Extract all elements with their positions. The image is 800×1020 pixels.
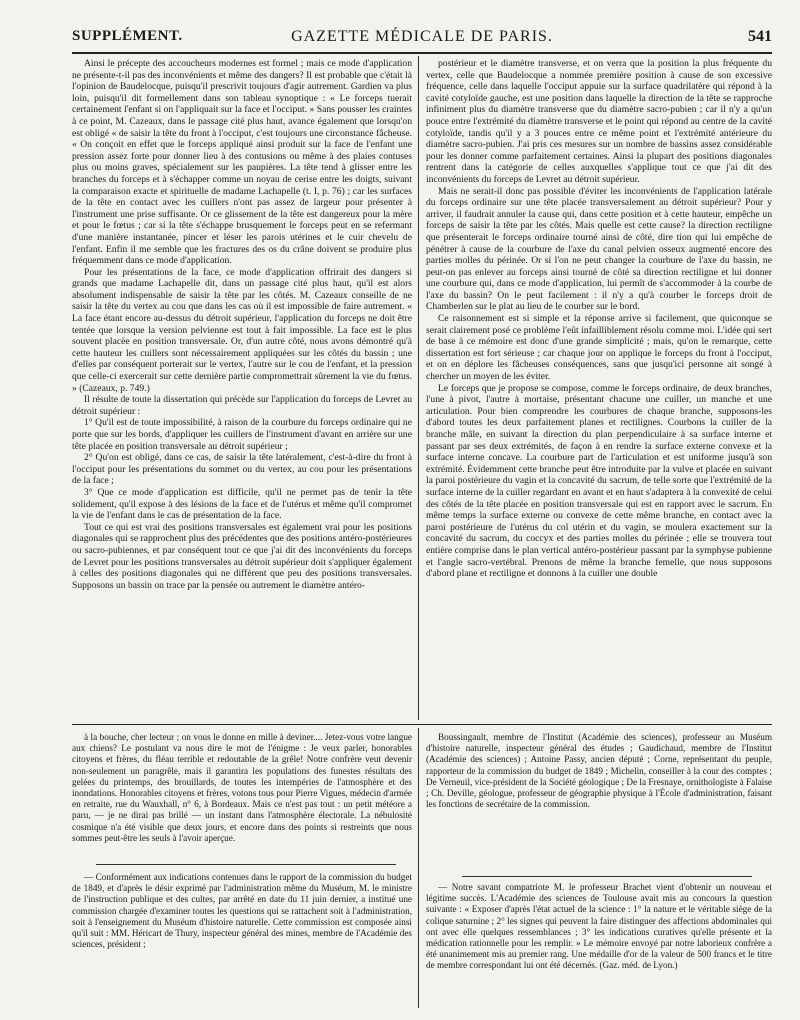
feuilleton-text-left [72, 732, 412, 858]
column-divider [418, 56, 419, 720]
article-paragraph: 2° Qu'on est obligé, dans ce cas, de saisir la tête latéralement, c'est-à-dire du front à l'occiput pour les présentations du sommet ou du vertex, au cou pour les présentations de la face ; [72, 452, 412, 487]
members-paragraph: Boussingault, membre de l'Institut (Académie des sciences), professeur au Muséum d'histoire naturelle, inspecteur général des études ; Gaudichaud, membre de l'Institut (Académie des sciences) ; Antoine Passy, ancien député ; Corne, représentant du peuple, rapporteur de la commission du budget de 1849 ; Michelin, conseiller à la cour des comptes ; De Verneuil, vice-président de la Société géologique ; De la Fresnaye, ornithologiste à Falaise ; Ch. Deville, géologue, professeur de géographie physique à l'École d'administration, faisant les fonctions de secrétaire de la commission. [426, 732, 772, 810]
news-paragraph: — Conformément aux indications contenues dans le rapport de la commission du budget de 1849, et d'après le désir exprimé par l'administration même du Muséum, M. le ministre de l'instruction publique et des cultes, par arrêté en date du 11 juin dernier, a institué une commission chargée d'examiner toutes les questions qui se rattachent soit à l'administration, soit à l'enseignement du Muséum d'histoire naturelle. Cette commission est composée ainsi qu'il suit : MM. Héricart de Thury, inspecteur général des mines, membre de l'Académie des sciences, président ; [72, 872, 412, 950]
page-header [72, 28, 772, 50]
news-item-commission [72, 872, 412, 1012]
article-paragraph: Pour les présentations de la face, ce mode d'application offrirait des dangers si grands que madame Lachapelle dit, dans un passage cité plus haut, qu'il est alors absolument indispensable de saisir la tête par les côtés. M. Cazeaux conseille de ne saisir la tête du vertex au cou que dans les cas où il est impossible de faire autrement. « La face étant encore au-dessus du détroit supérieur, l'application du forceps ne doit être tentée que lorsque la version pelvienne est tout à fait impossible. La face est le plus souvent placée en position transversale. Or, d'un autre côté, nous avons démontré qu'à cette hauteur les cuillers sont nécessairement appliquées sur les côtés du bassin ; une d'elles par conséquent porterait sur le vertex, l'autre sur le cou de l'enfant, et la pression que celle-ci exercerait sur cette dernière partie compromettrait sûrement la vie du fœtus. » (Cazeaux, p. 749.) [72, 266, 412, 394]
header-supplement: SUPPLÉMENT. [72, 28, 183, 44]
header-title: GAZETTE MÉDICALE DE PARIS. [291, 28, 553, 45]
news-rule [96, 864, 396, 865]
article-paragraph: 1° Qu'il est de toute impossibilité, à raison de la courbure du forceps ordinaire qui ne porte que sur les bords, d'appliquer les cuillers de l'instrument d'avant en arrière sur une tête placée en position transversale au détroit supérieur ; [72, 417, 412, 452]
article-column-left [72, 58, 412, 718]
article-paragraph: postérieur et le diamètre transverse, et on verra que la position la plus fréquente du vertex, celle que Baudelocque a nommée première position à cause de son excessive fréquence, celle dans laquelle l'occiput appuie sur la surface quadrilatère qui répond à la cavité cotyloïde gauche, est une position dans laquelle la direction de la tête se rapproche infiniment plus du diamètre transverse que du diamètre sacro-pubien ; car il n'y a qu'un pouce entre l'extrémité du diamètre transverse et le point qui répond au centre de la cavité cotyloïde, tandis qu'il y a 3 pouces entre ce même point et l'extrémité antérieure du diamètre sacro-pubien. J'ai pris ces mesures sur un nombre de bassins assez considérable pour les donner comme parfaitement certaines. Ainsi la plupart des positions diagonales rentrent dans la catégorie de celles auxquelles s'applique tout ce que j'ai dit des inconvénients du forceps de Levret au détroit supérieur. [426, 58, 772, 185]
article-paragraph: Il résulte de toute la dissertation qui précède sur l'application du forceps de Levret au détroit supérieur : [72, 394, 412, 417]
feuilleton-divider [418, 728, 419, 1008]
article-paragraph: Tout ce qui est vrai des positions transversales est également vrai pour les positions diagonales qui se rapprochent plus des précédentes que des positions antéro-postérieures ou sacro-pubiennes, et par conséquent tout ce que j'ai dit des inconvénients du forceps de Levret pour les positions transversales au détroit supérieur doit s'appliquer également à celles des positions diagonales qui ne diffèrent que peu des positions transversales. Supposons un bassin on trace par la pensée ou autrement le diamètre antéro- [72, 521, 412, 591]
commission-members [426, 732, 772, 872]
header-rule [72, 52, 772, 54]
feuilleton-paragraph: à la bouche, cher lecteur ; on vous le donne en mille à deviner.... Jetez-vous votre langue aux chiens? Le postulant va nous dire le mot de l'énigme : Je veux parler, honorables citoyens et frères, du fléau terrible et redoutable de la grêle! Notre confrère veut devenir non-seulement un paragrêle, mais il garantira les populations des funestes résultats des gelées du printemps, des brouillards, de toutes les intempéries de l'atmosphère et des inondations. Honorables citoyens et frères, votons tous pour Pierre Vigues, médecin d'armée en retraite, rue du Wauxhall, n° 6, à Bordeaux. Mais ce n'est pas tout : un petit météore a paru, — je ne dirai pas brillé — un instant dans l'atmosphère électorale. La nébulosité cosmique n'a été visible que deux jours, et encore dans des points si restreints que nous sommes peut-être les seuls à l'avoir aperçue. [72, 732, 412, 843]
news-rule-right [462, 876, 752, 877]
article-paragraph: Ce raisonnement est si simple et la réponse arrive si facilement, que quiconque se serait clairement posé ce problème l'eût infailliblement résolu comme moi. L'idée qui sert de base à ce mémoire est donc d'une grande simplicité ; mais, qu'on le remarque, cette dissertation est fort sérieuse ; car chaque jour on applique le forceps du front à l'occiput, et on en déplore les fâcheuses conséquences, sans que jusqu'ici personne ait songé à chercher un moyen de les éviter. [426, 313, 772, 383]
article-paragraph: Ainsi le précepte des accoucheurs modernes est formel ; mais ce mode d'application ne présente-t-il pas des inconvénients et même des dangers? Il est probable que c'était là l'opinion de Baudelocque, puisqu'il prescrivit toujours d'agir autrement. Gardien va plus loin, puisqu'il dit formellement dans son tableau synoptique : « Le forceps tuerait certainement l'enfant si on l'appliquait sur la face et l'occiput. » Sans pousser les craintes à ce point, M. Cazeaux, dans le passage cité plus haut, avance également que lorsqu'on est obligé « de saisir la tête du front à l'occiput, c'est toujours une circonstance fâcheuse. « On conçoit en effet que le forceps appliqué ainsi produit sur la face de l'enfant une pression assez forte pour donner lieu à des contusions ou même à des plaies contuses plus ou moins graves, spécialement sur les paupières. La tête tend à glisser entre les branches du forceps et à s'échapper comme un noyau de cerise entre les doigts, suivant la comparaison exacte et spirituelle de madame Lachapelle (t. I, p. 76) ; car les surfaces de la tête en contact avec les cuillers n'ont pas assez de largeur pour présenter à l'instrument une prise suffisante. Or ce glissement de la tête est dangereux pour la mère et pour le fœtus ; car si la tête s'échappe brusquement le forceps peut en se refermant d'une manière instantanée, pincer et léser les parois utérines et le cuir chevelu de l'enfant. Enfin il me semble que les fractures des os du crâne doivent se produire plus fréquemment dans ce mode d'application. [72, 58, 412, 267]
feuilleton-rule [72, 724, 772, 725]
page-number: 541 [748, 28, 772, 45]
article-paragraph: Le forceps que je propose se compose, comme le forceps ordinaire, de deux branches, l'une à pivot, l'autre à mortaise, présentant chacune une cuiller, un manche et une articulation. Pour bien comprendre les courbures de chaque branche, supposons-les d'abord toutes les deux parfaitement planes et rectilignes. Courbons la cuiller de la branche mâle, en suivant la direction du plan perpendiculaire à sa surface interne et passant par ses deux extrémités, de façon à en rendre la surface externe convexe et la surface interne concave. La courbure part de l'articulation et est uniforme jusqu'à son extrémité. Évidemment cette branche peut être introduite par la vulve et placée en suivant la paroi postérieure du vagin et la concavité du sacrum, de telle sorte que l'extrémité de la surface interne de la cuiller regardant en avant et en haut s'adaptera à la convexité de celui des côtés de la tête placée en position transversale qui est en rapport avec le sacrum. En même temps la surface externe ou convexe de cette même branche, en contact avec la paroi postérieure de l'utérus du col utérin et du vagin, se moulera exactement sur la concavité du sacrum, du coccyx et des parties molles du périnée ; elle se trouvera tout entière comprise dans le plan vertical antéro-postérieur passant par la symphyse pubienne et l'angle sacro-vertébral. Prenons de même la branche femelle, que nous supposons d'abord plane et rectiligne et donnons à la cuiller une double [426, 382, 772, 580]
article-column-right [426, 58, 772, 718]
news-paragraph-brachet: — Notre savant compatriote M. le professeur Brachet vient d'obtenir un nouveau et légitime succès. L'Académie des sciences de Toulouse avait mis au concours la question suivante : « Exposer d'après l'état actuel de la science : 1° la nature et le véritable siège de la colique saturnine ; 2° les signes qui peuvent la faire distinguer des affections abdominales qui ont avec elle quelques ressemblances ; 3° les indications curatives qu'elle présente et la médication rationnelle pour les remplir. » Le mémoire envoyé par notre laborieux confrère a été unanimement mis au premier rang. Une médaille d'or de la valeur de 500 francs et le titre de membre correspondant lui ont été décernés. (Gaz. méd. de Lyon.) [426, 882, 772, 971]
article-paragraph: Mais ne serait-il donc pas possible d'éviter les inconvénients de l'application latérale du forceps ordinaire sur une tête placée transversalement au détroit supérieur? Pour y arriver, il faudrait annuler la cause qui, dans cette position et à cette hauteur, empêche un forceps de saisir la tête par les côtés. Mais quelle est cette cause? la direction rectiligne que présenterait le forceps ordinaire tourné ainsi de côté, dire tion qui lui empêche de pénétrer à cause de la courbure de l'axe du canal pelvien osseux augmenté encore des parties molles du périnée. Or si l'on ne peut changer la courbure de l'axe du bassin, ne peut-on pas enlever au forceps ainsi tourné de côté sa direction rectiligne et lui donner une courbure qui, dans ce mode d'application, lui permît de s'accommoder à la courbe de l'axe du bassin? On le peut facilement : il n'y a qu'à courber le forceps droit de Chamberlen sur le plat au lieu de le courber sur le bord. [426, 185, 772, 313]
article-paragraph: 3° Que ce mode d'application est difficile, qu'il ne permet pas de tenir la tête solidement, qu'il expose à des lésions de la face et de l'utérus et même qu'il compromet la vie de l'enfant dans le cas de présentation de la face. [72, 486, 412, 522]
news-item-brachet [426, 882, 772, 1008]
